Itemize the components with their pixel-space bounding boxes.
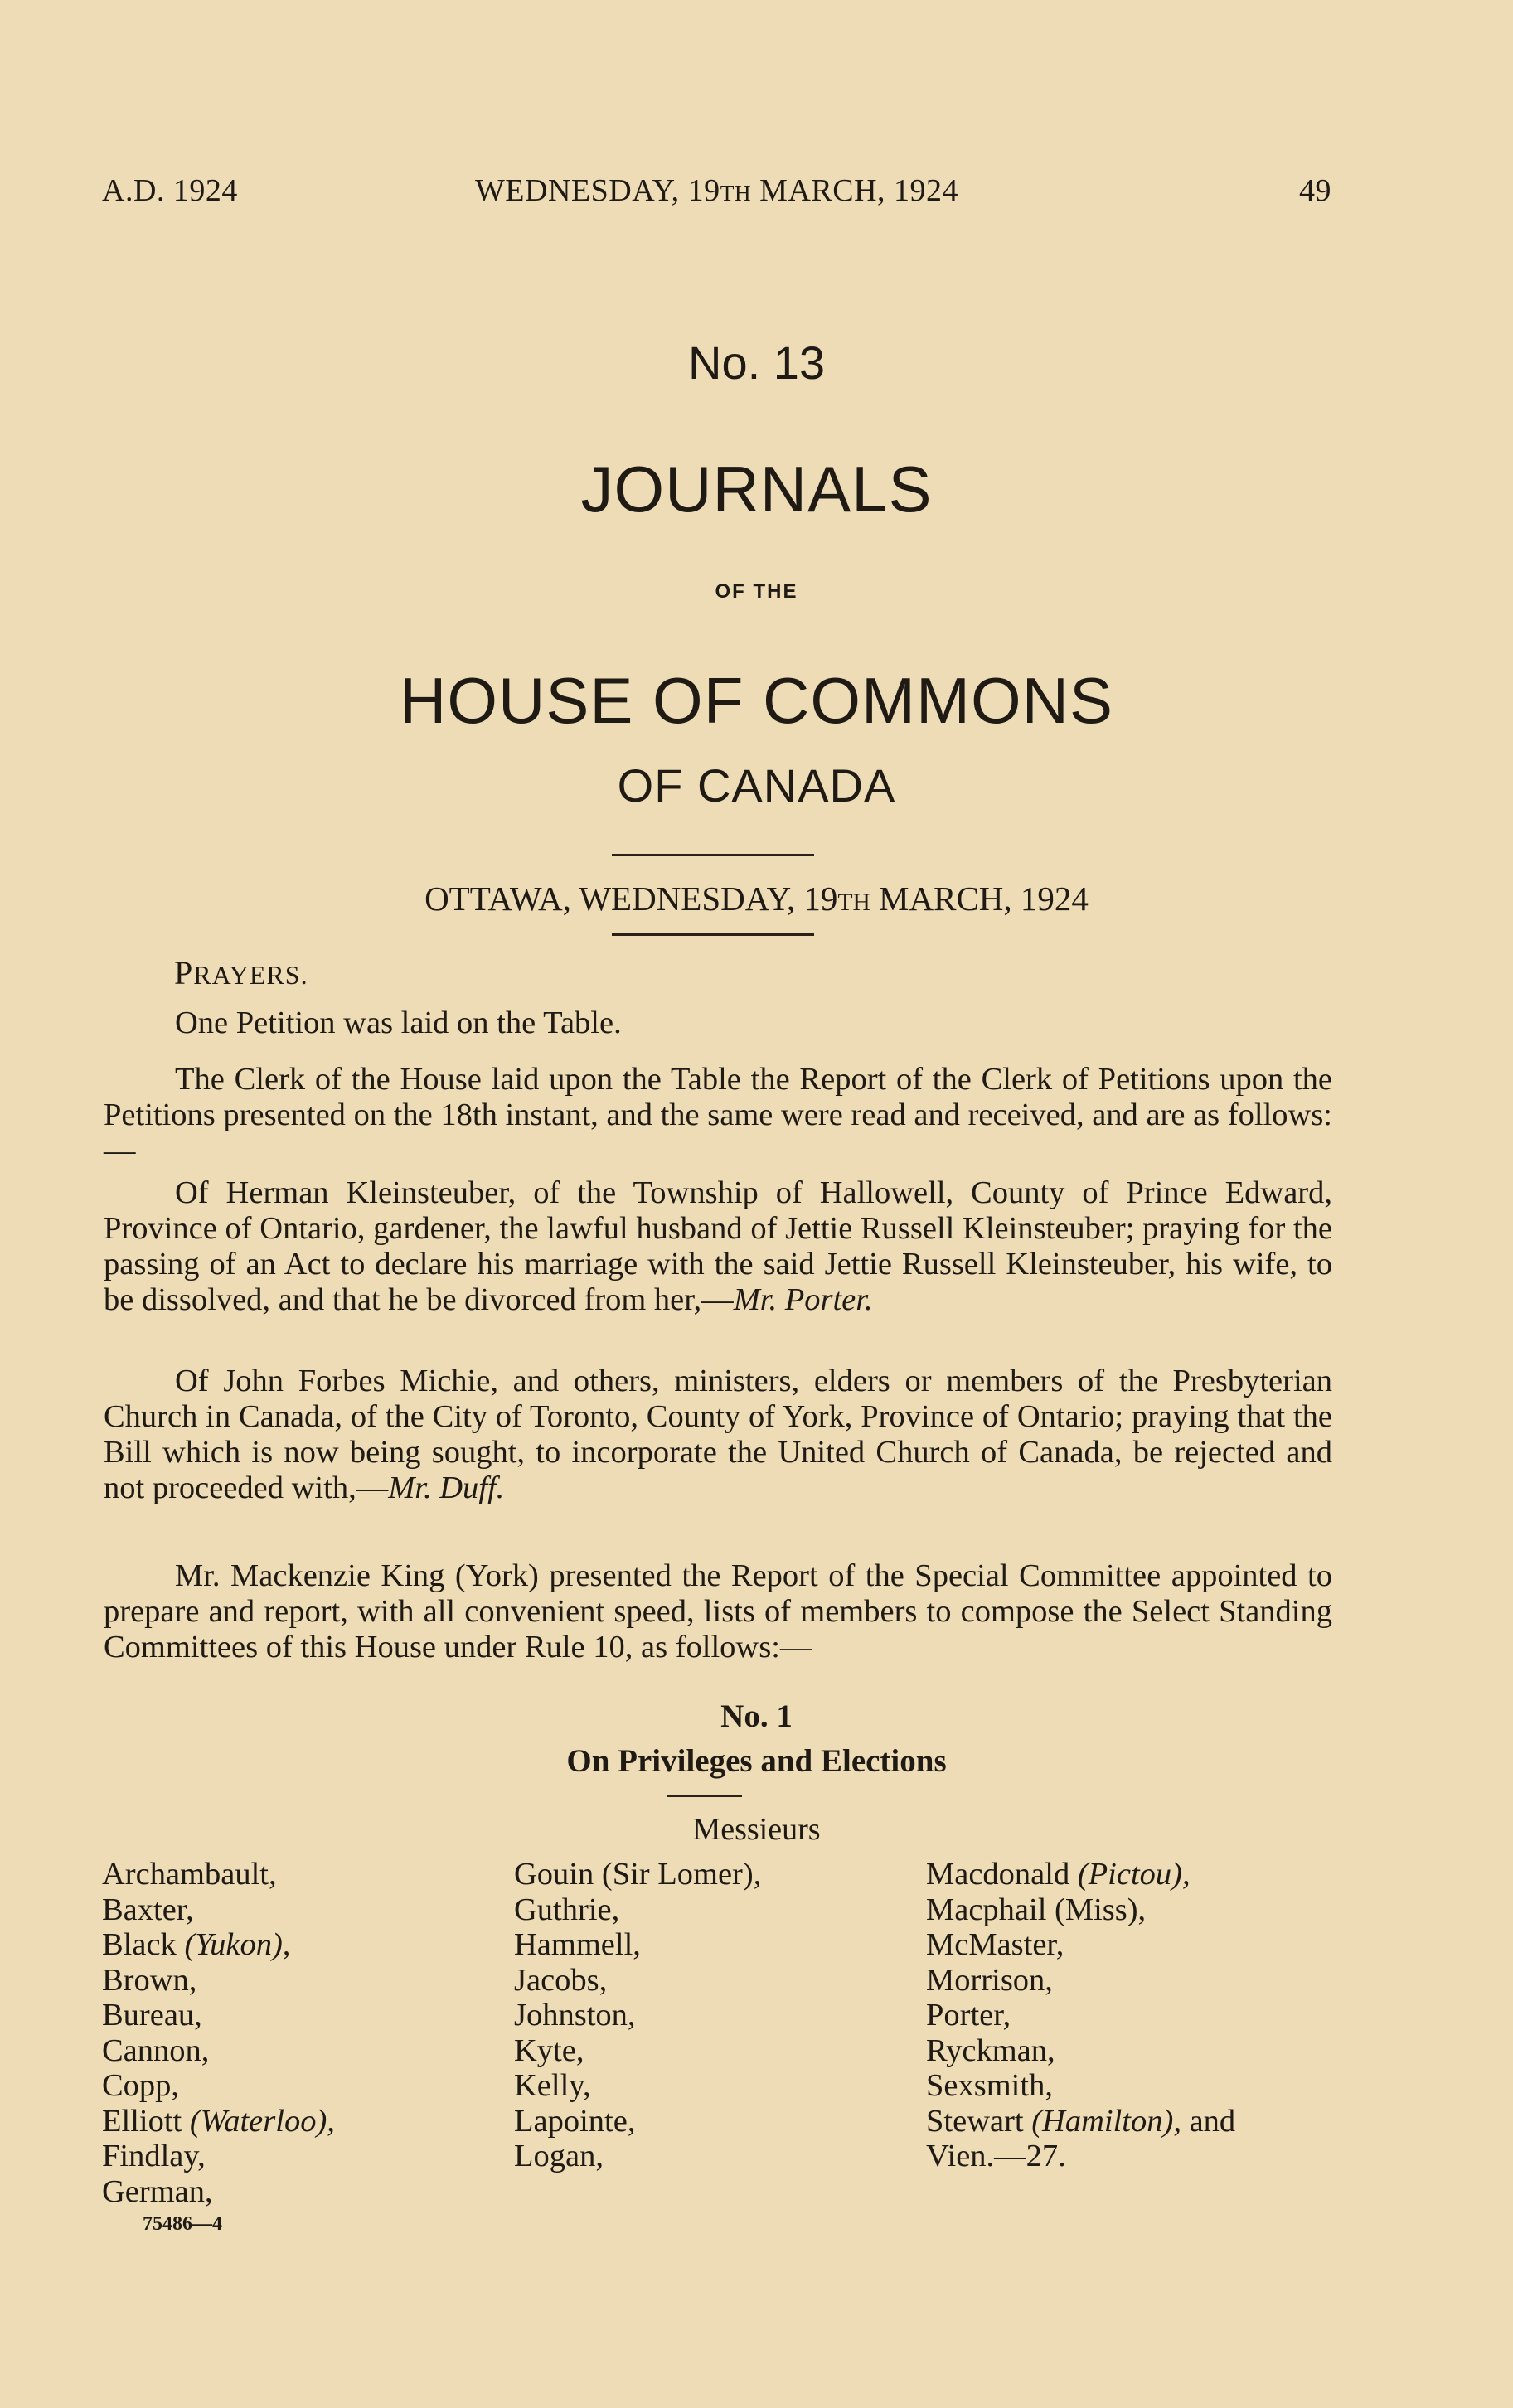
kleinsteuber-petition (104, 1175, 1332, 1318)
member-name: Gouin (Sir Lomer), (514, 1857, 762, 1892)
member-surname: Stewart (926, 2103, 1024, 2139)
member-name: Ryckman, (926, 2033, 1055, 2068)
prayers-rest: RAYERS. (193, 960, 308, 990)
member-name: Kelly, (514, 2068, 591, 2103)
member-name: Morrison, (926, 1962, 1053, 1998)
signature-mark: 75486—4 (143, 2213, 222, 2235)
member-name: Bureau, (102, 1998, 202, 2033)
member-riding: (Waterloo), (189, 2103, 335, 2139)
running-head-date-month: MARCH, 1924 (751, 173, 959, 208)
prayers-initial: P (174, 954, 194, 991)
committee-report-paragraph: Mr. Mackenzie King (York) presented the Report of the Special Committee appointed to prepare and report, with all convenient speed, lists of members to compose the Select Standing Committees of this House under Rule 10, as follows:— (104, 1558, 1332, 1664)
running-head-date-day: WEDNESDAY, 19 (474, 173, 720, 208)
member-column-2 (514, 1857, 761, 2174)
member-surname: Macdonald (926, 1857, 1070, 1892)
committee-rule (667, 1795, 742, 1797)
member-column-1 (102, 1857, 335, 2209)
page-number: 49 (1299, 173, 1331, 208)
member-name: Copp, (102, 2068, 180, 2103)
member-name: Cannon, (102, 2033, 210, 2068)
member-name (926, 2104, 1235, 2139)
member-name (102, 1927, 335, 1963)
member-name: Lapointe, (514, 2103, 636, 2139)
kleinsteuber-petition-member: Mr. Porter. (733, 1282, 873, 1317)
committee-title: On Privileges and Elections (566, 1743, 947, 1779)
masthead-of-the: OF THE (715, 580, 798, 603)
member-name: Jacobs, (514, 1962, 608, 1998)
petition-paragraph: One Petition was laid on the Table. (175, 1005, 622, 1040)
member-name (102, 2104, 335, 2139)
divider-rule (612, 933, 814, 936)
dateline-month: MARCH, 1924 (870, 879, 1089, 918)
masthead-house: HOUSE OF COMMONS (399, 664, 1113, 737)
running-head-date (102, 172, 1331, 209)
member-name: Guthrie, (514, 1892, 620, 1927)
member-name: Macphail (Miss), (926, 1892, 1147, 1927)
member-riding: (Hamilton), (1031, 2103, 1181, 2139)
running-head-year: A.D. 1924 (102, 173, 238, 208)
member-name: Baxter, (102, 1892, 194, 1927)
member-name: Vien.—27. (926, 2139, 1066, 2173)
member-name: Johnston, (514, 1998, 636, 2033)
michie-petition (104, 1364, 1332, 1506)
member-name: Kyte, (514, 2033, 584, 2068)
michie-petition-text: Of John Forbes Michie, and others, ministers, elders or members of the Presbyterian Church in Canada, of the City of Toronto, County of York, Province of Ontario; praying that the Bill which is now being sought, to incorporate the United Church of Canada, be rejected and not proceeded with,— (104, 1364, 1332, 1505)
messieurs-heading: Messieurs (692, 1812, 821, 1847)
member-riding: (Pictou), (1077, 1857, 1191, 1892)
member-name: Findlay, (102, 2139, 206, 2173)
clerk-report-paragraph: The Clerk of the House laid upon the Table the Report of the Clerk of Petitions upon the Petitions presented on the 18th instant, and the same were read and received, and are as follows:— (104, 1062, 1332, 1168)
prayers-heading (174, 955, 1403, 993)
member-name (926, 1857, 1235, 1892)
committee-number: No. 1 (720, 1698, 793, 1734)
dateline-day: OTTAWA, WEDNESDAY, 19 (424, 879, 838, 918)
running-head (102, 172, 1331, 214)
member-surname: Elliott (102, 2103, 182, 2139)
masthead-title: JOURNALS (580, 453, 933, 526)
michie-petition-member: Mr. Duff. (388, 1470, 505, 1505)
member-name: Brown, (102, 1962, 197, 1998)
member-surname: Black (102, 1927, 177, 1962)
member-name: Hammell, (514, 1927, 641, 1962)
running-head-date-suffix: TH (720, 181, 752, 206)
member-name: Sexsmith, (926, 2068, 1053, 2103)
member-name: Logan, (514, 2139, 604, 2173)
dateline-suffix: TH (837, 889, 870, 916)
masthead-country: OF CANADA (617, 759, 896, 812)
member-riding: (Yukon), (184, 1927, 291, 1962)
member-name: German, (102, 2173, 213, 2209)
divider-rule (612, 854, 814, 856)
issue-number: No. 13 (688, 337, 825, 389)
kleinsteuber-petition-text: Of Herman Kleinsteuber, of the Township of Hallowell, County of Prince Edward, Province of Ontario, gardener, the lawful husband of Jettie Russell Kleinsteuber; praying for the passing of an Act to declare his marriage with the said Jettie Russell Kleinsteuber, his wife, to be dissolved, and that he be divorced from her,— (104, 1175, 1332, 1317)
member-name: McMaster, (926, 1927, 1064, 1962)
dateline (0, 879, 1513, 918)
member-name: Porter, (926, 1998, 1011, 2033)
member-column-3 (926, 1857, 1235, 2174)
member-conjunction: and (1181, 2103, 1236, 2139)
member-name: Archambault, (102, 1857, 277, 1892)
